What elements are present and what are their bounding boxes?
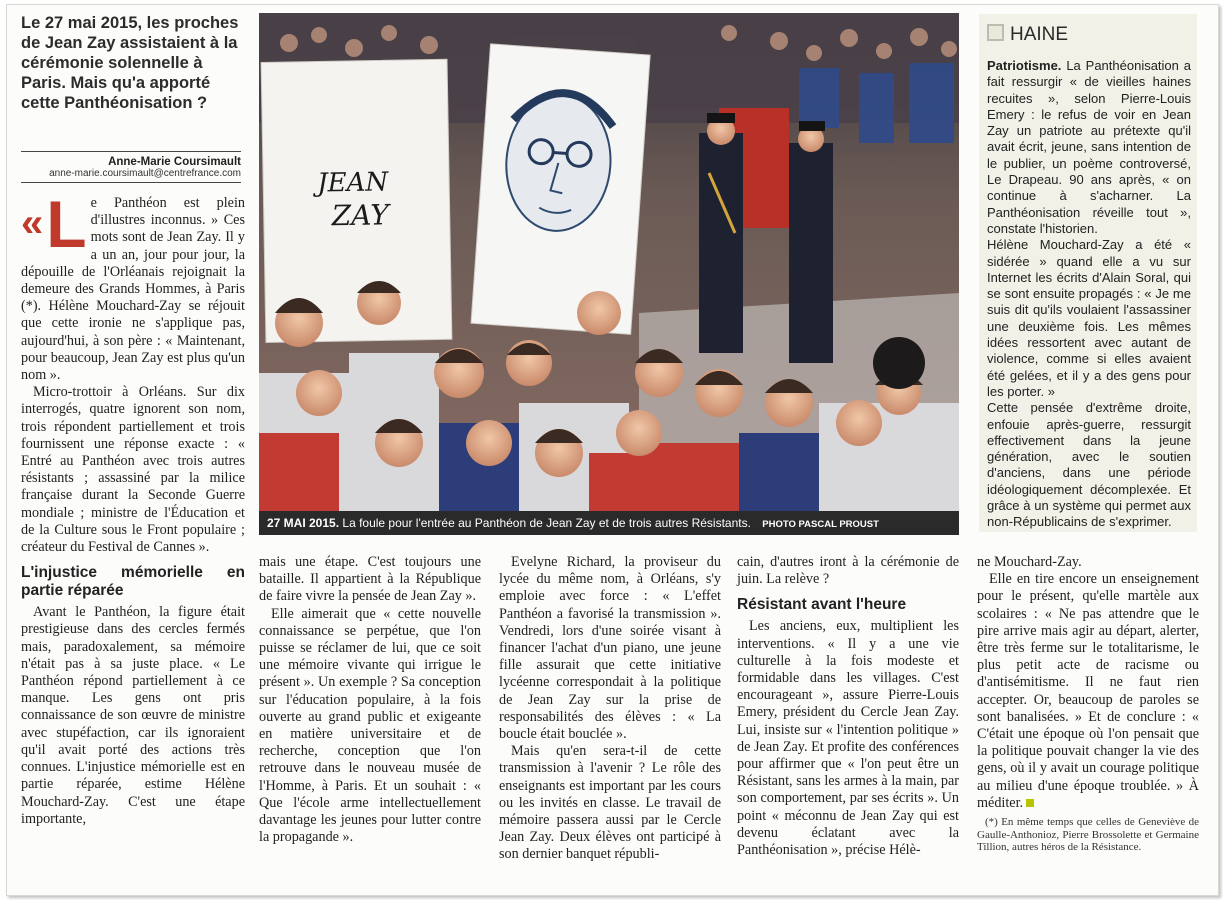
jean-zay-sign: [261, 59, 452, 342]
column-1: [21, 187, 245, 828]
sidebar-paragraph: [987, 58, 1191, 237]
column-3: [499, 554, 721, 864]
paragraph: Les anciens, eux, multiplient les interventions. « Il y a une vie culturelle à la fois modeste et formidable dans les villages. C'est encourageant », assure Pierre-Louis Emery, président du Cercle Jean Zay. Lui, insiste sur « l'intention politique » de Jean Zay. Et profite des conférences pour affirmer que « l'on peut être un Résistant, sans les armes à la main, par son comportement, par ses écrits ». Un point « méconnu de Jean Zay qui est devenu éclatant avec la Panthéonisation », précise Hélè-: [737, 618, 959, 859]
sign-label-1: JEAN: [316, 167, 389, 199]
portrait-sign: [471, 44, 650, 334]
subheading: Résistant avant l'heure: [737, 596, 907, 614]
open-quote: «: [21, 201, 44, 245]
lead-paragraph: [21, 187, 245, 384]
sidebar-paragraph: Hélène Mouchard-Zay a été « sidérée » quand elle a vu sur Internet les écrits d'Alain Soral, qui se sont ensuite propagés : « Je me suis dit qu'ils voulaient l'assassiner une deuxième fois. Les mêmes idées ressortent avec autant de violence, comme si elles avaient été gelées, et il y a des gens pour les porter. »: [987, 237, 1191, 399]
caption-text: La foule pour l'entrée au Panthéon de Jean Zay et de trois autres Résistants.: [342, 516, 751, 530]
footnote: (*) En même temps que celles de Geneviève de Gaulle-Anthonioz, Pierre Brossolette et Germaine Tillion, autres héros de la Résistance.: [977, 816, 1199, 854]
sidebar-paragraph: Cette pensée d'extrême droite, enfouie après-guerre, ressurgit effectivement dans la jeune génération, avec le soutien d'anciens, dans une période idéologiquement décomplexée. Et grâce à un système qui permet aux non-Républicains de s'exprimer.: [987, 400, 1191, 530]
column-2: [259, 554, 481, 846]
lead-text: e Panthéon est plein d'illustres inconnus. » Ces mots sont de Jean Zay. Il y a un an, jour pour jour, la dépouille de l'Orléanais rejoignait la demeure des Grands Hommes, à Paris (*). Hélène Mouchard-Zay se réjouit que cette ironie ne s'applique pas, aujourd'hui, à son père : « Maintenant, pour beaucoup, Jean Zay est plus qu'un nom ».: [21, 195, 245, 384]
paragraph: Evelyne Richard, la proviseur du lycée du même nom, à Orléans, s'y emploie avec force : « L'effet Panthéon a favorisé la transmission ». Vendredi, lors d'une soirée visant à financer l'achat d'un piano, une jeune fille assurait que cette initiative lycéenne correspondait à la politique de Jean Zay sur la prise de responsabilités des élèves : « La boucle était bouclée ».: [499, 554, 721, 743]
newspaper-page: [6, 4, 1219, 896]
end-square-icon: [1026, 799, 1034, 807]
sidebar-lead: Patriotisme.: [987, 58, 1062, 73]
paragraph: cain, d'autres iront à la cérémonie de juin. La relève ?: [737, 554, 959, 588]
column-4: [737, 554, 959, 859]
paragraph-text: Elle en tire encore un enseignement pour le présent, qu'elle martèle aux scolaires : « Ne pas attendre que le pire arrive mais agir au départ, alerter, être très ferme sur le totalitarisme, le plus petit acte de racisme ou d'antisémitisme. Il ne faut rien accepter. Or, beaucoup de paroles se sont banalisées. » Et de conclure : « C'était une époque où l'on pensait que la politique pouvait changer la vie des gens, où il y avait un courage politique au milieu d'une époque troublée. » À méditer.: [977, 571, 1199, 811]
dropcap: L: [46, 187, 87, 261]
photo-credit: PHOTO PASCAL PROUST: [762, 519, 879, 530]
paragraph: Micro-trottoir à Orléans. Sur dix interrogés, quatre ignorent son nom, trois répondent partiellement et trois fournissent une réponse exacte : « Entré au Panthéon avec trois autres résistants ; assassiné par la milice française durant la Seconde Guerre mondiale ; ministre de l'Éducation et de la Culture sous le Front populaire ; créateur du Festival de Cannes ».: [21, 384, 245, 556]
crowd-photo-illustration: [259, 13, 959, 535]
column-5: [977, 554, 1199, 854]
paragraph: mais une étape. C'est toujours une bataille. Il appartient à la République de faire vivre la pensée de Jean Zay ».: [259, 554, 481, 605]
byline: [21, 151, 241, 183]
paragraph: [977, 571, 1199, 812]
paragraph: Elle aimerait que « cette nouvelle connaissance se perpétue, que l'on puisse se réclamer de lui, que ce soit une mémoire vivante qui irrigue le présent ». Un exemple ? Sa conception sur l'éducation populaire, à la fois ouverte au grand public et exigeante en matière universitaire et de recherche, conception que l'on retrouve dans le nouveau musée de l'Homme, à Paris. Et un souhait : « Que l'école arme intellectuellement davantage les jeunes pour lutter contre la propagande ».: [259, 605, 481, 846]
author-name: Anne-Marie Coursimault: [108, 156, 241, 168]
caption-date: 27 MAI 2015.: [267, 516, 340, 530]
paragraph: Mais qu'en sera-t-il de cette transmission à l'avenir ? Le rôle des enseignants est important par les cours ou les invités en classe. Le travail de mémoire passera aussi par le Cercle Jean Zay. Deux élèves ont participé à son dernier banquet républi-: [499, 743, 721, 863]
headline: Le 27 mai 2015, les proches de Jean Zay assistaient à la cérémonie solennelle à Paris. Mais qu'a apporté cette Panthéonisation ?: [21, 14, 239, 112]
sidebar-title-text: HAINE: [1010, 24, 1069, 45]
sidebar-text: La Panthéonisation a fait ressurgir « de vieilles haines recuites », selon Pierre-Louis Emery : le refus de voir en Jean Zay un patriote au prétexte qu'il avait écrit, jeune, sans intention de le publier, un poème controversé, Le Drapeau. 90 ans après, « on continue à s'acharner. La Panthéonisation réveille tout », constate l'historien.: [987, 58, 1191, 236]
author-email: anne-marie.coursimault@centrefrance.com: [21, 168, 241, 183]
subheading: L'injustice mémorielle en partie réparée: [21, 564, 245, 600]
sidebar-box: [979, 14, 1197, 532]
paragraph: Avant le Panthéon, la figure était prestigieuse dans des cercles fermés mais, paradoxalement, sa mémoire n'était pas à sa juste place. « Le Panthéon répond partiellement à ce manque. Les gens ont pris connaissance de son œuvre de ministre avec stupéfaction, car ils ignoraient qu'il avait porté des actions très connues. L'injustice mémorielle est en partie réparée, estime Hélène Mouchard-Zay. C'est une étape importante,: [21, 604, 245, 827]
sidebar-body: [987, 58, 1191, 531]
sign-label-2: ZAY: [331, 198, 390, 233]
article-photo: [259, 13, 959, 535]
paragraph: ne Mouchard-Zay.: [977, 554, 1082, 570]
photo-caption: [259, 511, 959, 535]
sidebar-title: [987, 22, 1189, 48]
square-icon: [987, 24, 1004, 41]
